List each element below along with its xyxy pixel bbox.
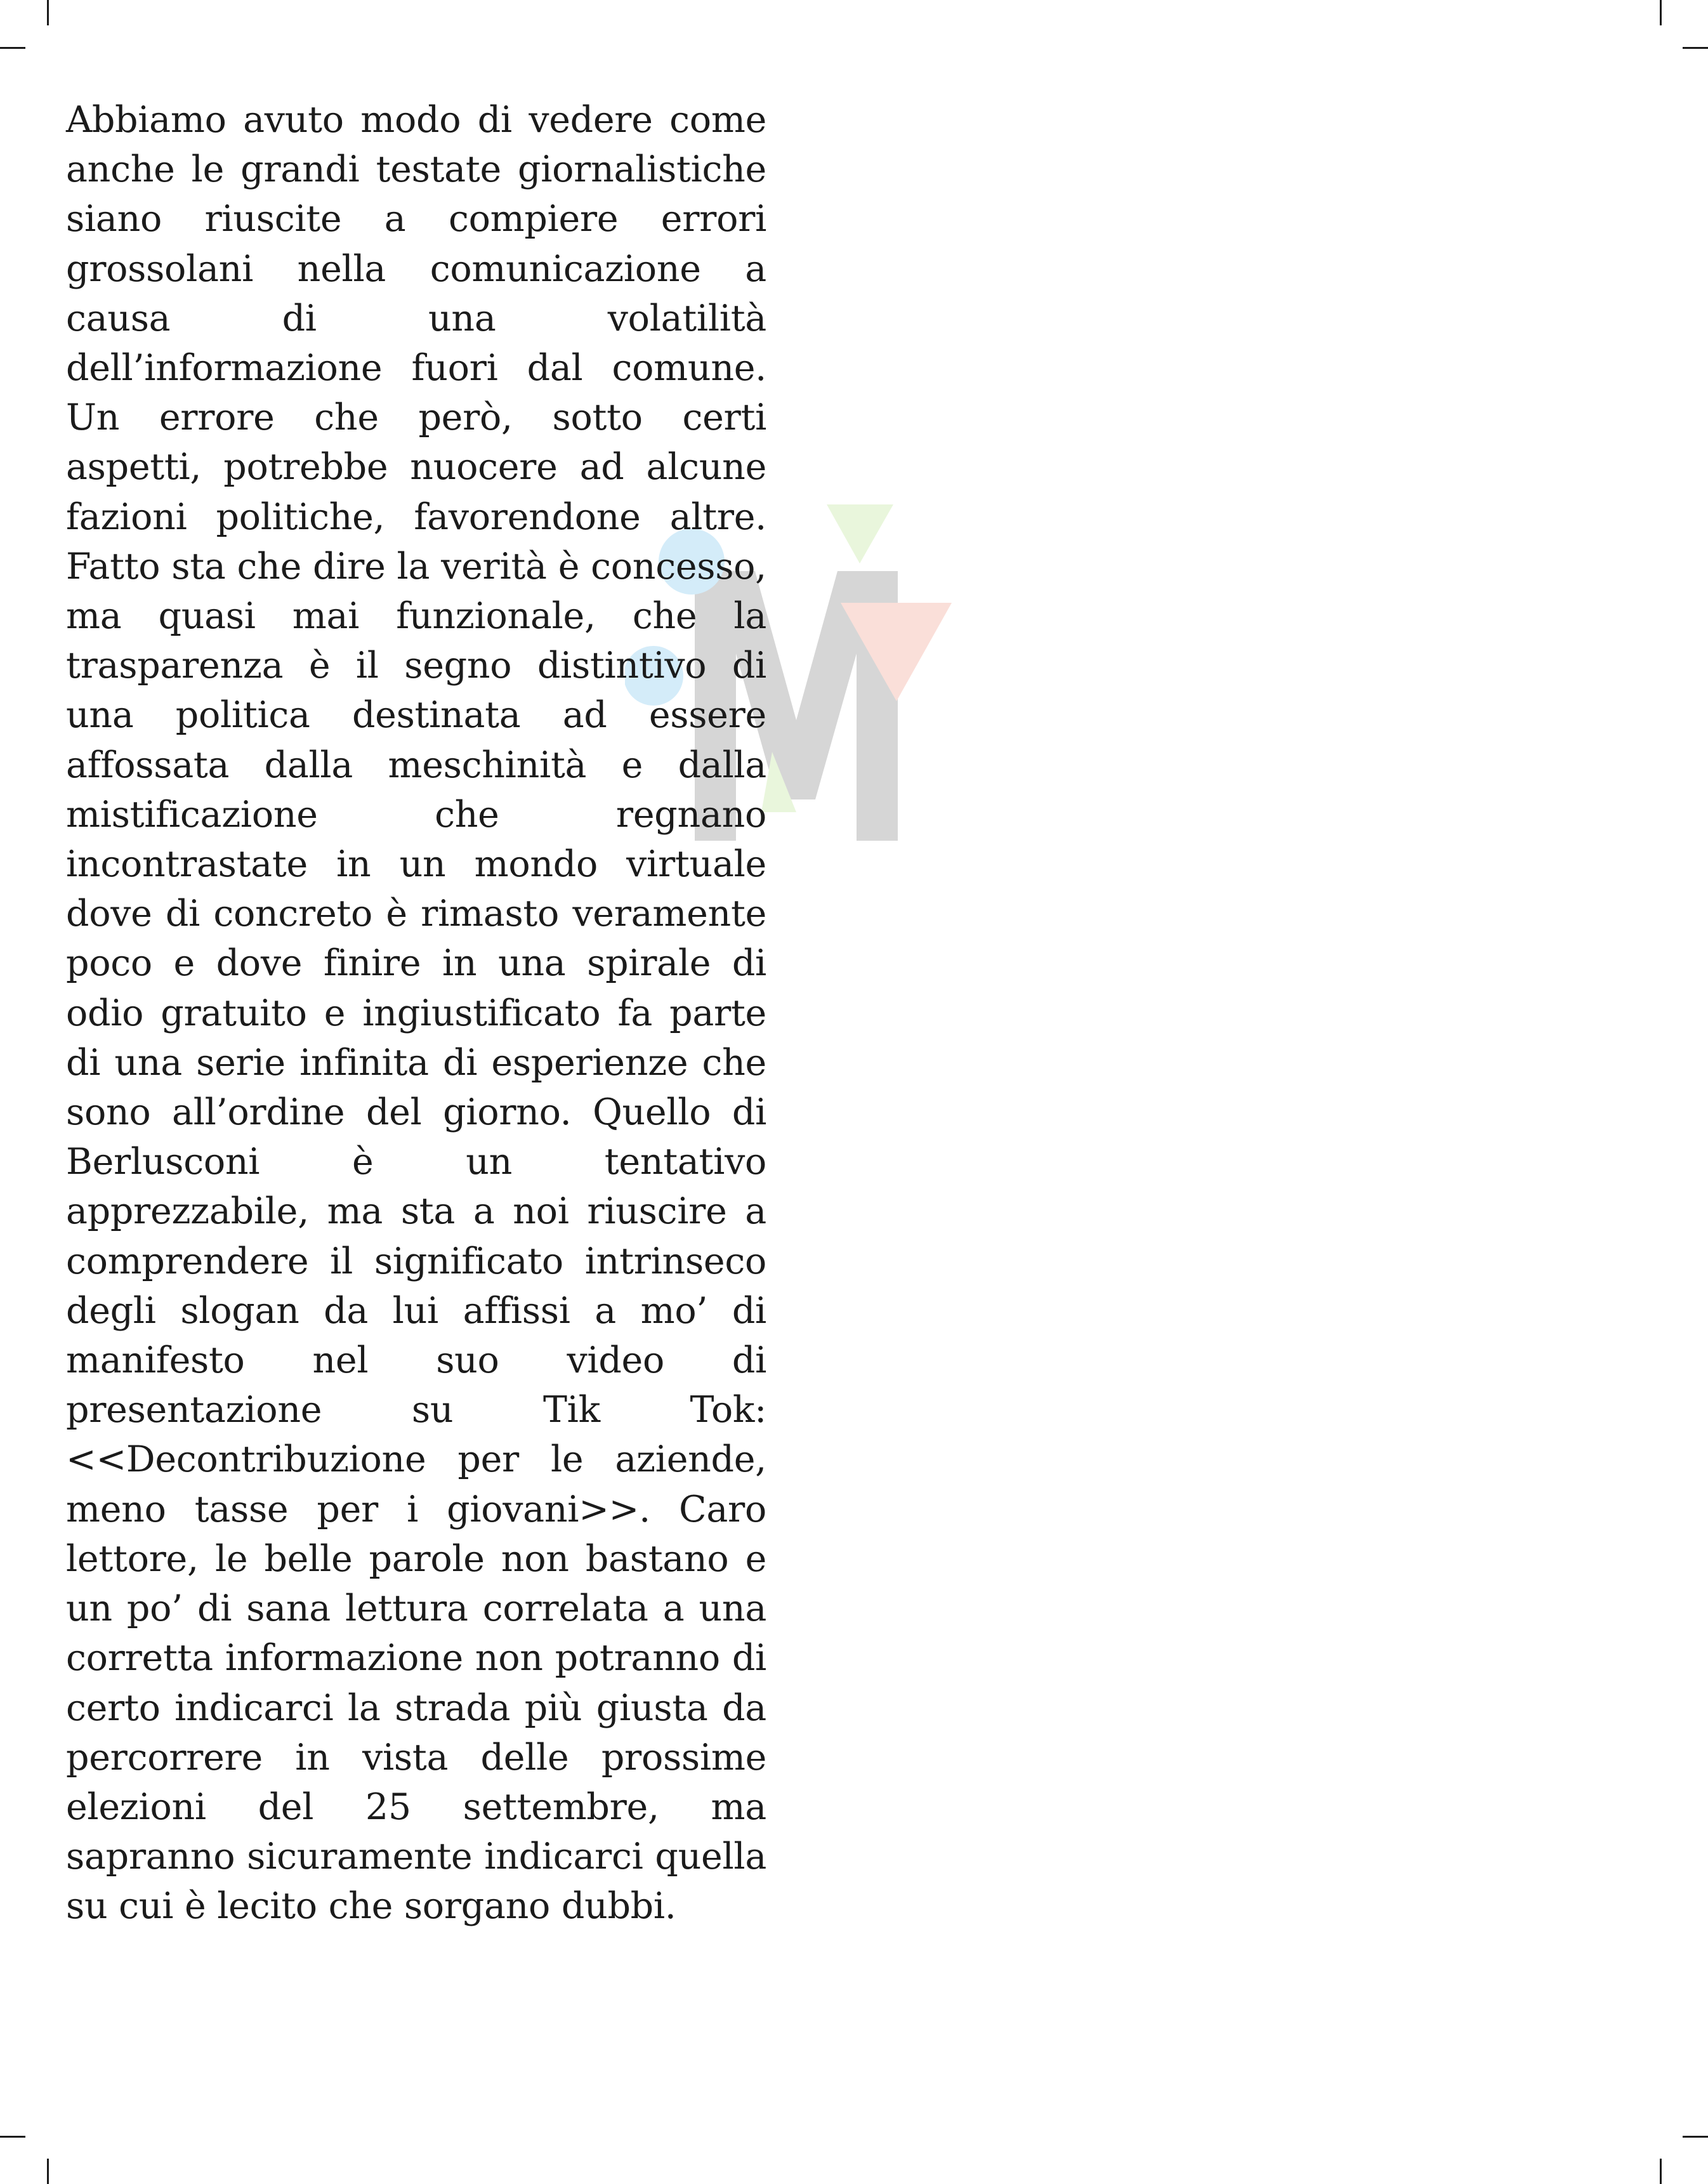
crop-mark-top-left-horizontal (0, 47, 25, 49)
article-paragraph: Abbiamo avuto modo di vedere come anche le grandi testate giornalistiche siano riuscite a compiere errori grossolani nella comunicazione a causa di una volatilità dell’informazione fuori dal comune. Un errore che però, sotto certi aspetti, potrebbe nuocere ad alcune fazioni politiche, favorendone altre. Fatto sta che dire la verità è concesso, ma quasi mai funzionale, che la trasparenza è il segno distintivo di una politica destinata ad essere affossata dalla meschinità e dalla mistificazione che regnano incontrastate in un mondo virtuale dove di concreto è rimasto veramente poco e dove finire in una spirale di odio gratuito e ingiustificato fa parte di una serie infinita di esperienze che sono all’ordine del giorno. Quello di Berlusconi è un tentativo apprezzabile, ma sta a noi riuscire a comprendere il significato intrinseco degli slogan da lui affissi a mo’ di manifesto nel suo video di presentazione su Tik Tok: <<Decontribuzione per le aziende, meno tasse per i giovani>>. Caro lettore, le belle parole non bastano e un po’ di sana lettura correlata a una corretta informazione non potranno di certo indicarci la strada più giusta da percorrere in vista delle prossime elezioni del 25 settembre, ma sapranno sicuramente indicarci quella su cui è lecito che sorgano dubbi. (66, 99, 766, 1928)
crop-mark-top-left-vertical (47, 0, 49, 25)
crop-mark-bottom-left-vertical (47, 2159, 49, 2184)
crop-mark-bottom-right-vertical (1660, 2159, 1662, 2184)
crop-mark-bottom-left-horizontal (0, 2136, 25, 2138)
watermark-triangle-green-top (827, 504, 893, 563)
article-column (66, 95, 766, 1931)
crop-mark-top-right-vertical (1660, 0, 1662, 25)
crop-mark-bottom-right-horizontal (1683, 2136, 1708, 2138)
crop-mark-top-right-horizontal (1683, 47, 1708, 49)
